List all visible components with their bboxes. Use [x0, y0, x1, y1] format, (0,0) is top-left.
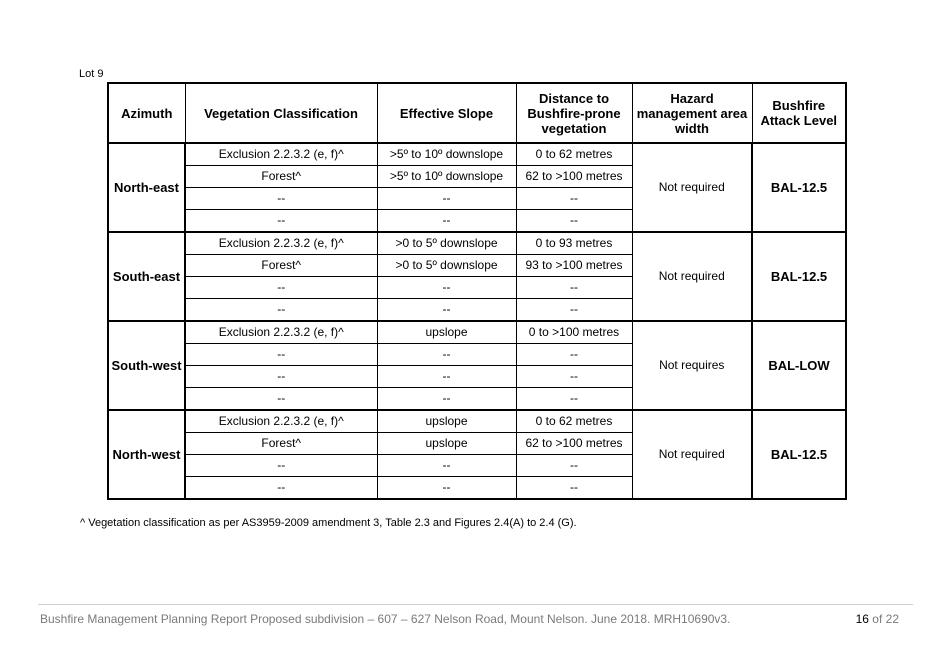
slope-cell: -- [377, 366, 516, 388]
distance-cell: -- [516, 388, 632, 411]
vegetation-cell: -- [185, 477, 377, 500]
distance-cell: 0 to 62 metres [516, 143, 632, 166]
bal-level-cell: BAL-12.5 [752, 232, 846, 321]
vegetation-cell: -- [185, 210, 377, 233]
azimuth-cell: North-west [108, 410, 185, 499]
lot-label: Lot 9 [79, 68, 104, 80]
distance-cell: -- [516, 477, 632, 500]
page-total: of 22 [872, 612, 899, 626]
azimuth-group [108, 321, 846, 410]
bal-assessment-table [107, 82, 847, 500]
hazard-width-cell: Not requires [632, 321, 752, 410]
distance-cell: -- [516, 277, 632, 299]
vegetation-cell: -- [185, 277, 377, 299]
azimuth-group [108, 410, 846, 499]
slope-cell: upslope [377, 433, 516, 455]
header-bal: Bushfire Attack Level [752, 83, 846, 143]
slope-cell: -- [377, 210, 516, 233]
table-row [108, 410, 846, 433]
vegetation-cell: -- [185, 455, 377, 477]
azimuth-group [108, 232, 846, 321]
header-distance: Distance to Bushfire-prone vegetation [516, 83, 632, 143]
slope-cell: upslope [377, 410, 516, 433]
slope-cell: >0 to 5º downslope [377, 232, 516, 255]
bal-level-cell: BAL-12.5 [752, 410, 846, 499]
slope-cell: -- [377, 455, 516, 477]
distance-cell: -- [516, 344, 632, 366]
azimuth-cell: South-west [108, 321, 185, 410]
slope-cell: -- [377, 477, 516, 500]
azimuth-cell: North-east [108, 143, 185, 232]
footer-divider [38, 604, 913, 605]
slope-cell: -- [377, 277, 516, 299]
hazard-width-cell: Not required [632, 232, 752, 321]
bal-level-cell: BAL-LOW [752, 321, 846, 410]
footer-page-indicator [856, 612, 899, 626]
table-row [108, 232, 846, 255]
slope-cell: -- [377, 388, 516, 411]
vegetation-cell: -- [185, 388, 377, 411]
slope-cell: -- [377, 299, 516, 322]
footer-report-title: Bushfire Management Planning Report Proposed subdivision – 607 – 627 Nelson Road, Mount Nelson. June 2018. MRH10690v3. [40, 612, 731, 626]
distance-cell: 0 to 62 metres [516, 410, 632, 433]
distance-cell: 62 to >100 metres [516, 166, 632, 188]
distance-cell: 0 to 93 metres [516, 232, 632, 255]
slope-cell: -- [377, 344, 516, 366]
distance-cell: -- [516, 299, 632, 322]
vegetation-cell: Forest^ [185, 166, 377, 188]
page-number: 16 [855, 612, 869, 626]
slope-cell: >5º to 10º downslope [377, 166, 516, 188]
slope-cell: >5º to 10º downslope [377, 143, 516, 166]
hazard-width-cell: Not required [632, 143, 752, 232]
hazard-width-cell: Not required [632, 410, 752, 499]
azimuth-group [108, 143, 846, 232]
vegetation-cell: -- [185, 188, 377, 210]
table-header-row [108, 83, 846, 143]
vegetation-cell: Forest^ [185, 433, 377, 455]
header-slope: Effective Slope [377, 83, 516, 143]
vegetation-cell: Exclusion 2.2.3.2 (e, f)^ [185, 232, 377, 255]
slope-cell: >0 to 5º downslope [377, 255, 516, 277]
header-vegetation: Vegetation Classification [185, 83, 377, 143]
vegetation-cell: -- [185, 299, 377, 322]
vegetation-cell: Forest^ [185, 255, 377, 277]
distance-cell: 0 to >100 metres [516, 321, 632, 344]
bal-level-cell: BAL-12.5 [752, 143, 846, 232]
distance-cell: -- [516, 366, 632, 388]
slope-cell: -- [377, 188, 516, 210]
slope-cell: upslope [377, 321, 516, 344]
vegetation-cell: -- [185, 366, 377, 388]
distance-cell: 62 to >100 metres [516, 433, 632, 455]
footnote: ^ Vegetation classification as per AS3959-2009 amendment 3, Table 2.3 and Figures 2.4(A) to 2.4 (G). [80, 517, 577, 529]
azimuth-cell: South-east [108, 232, 185, 321]
distance-cell: -- [516, 188, 632, 210]
distance-cell: -- [516, 455, 632, 477]
table-row [108, 321, 846, 344]
table-row [108, 143, 846, 166]
vegetation-cell: Exclusion 2.2.3.2 (e, f)^ [185, 321, 377, 344]
vegetation-cell: Exclusion 2.2.3.2 (e, f)^ [185, 143, 377, 166]
distance-cell: 93 to >100 metres [516, 255, 632, 277]
vegetation-cell: -- [185, 344, 377, 366]
vegetation-cell: Exclusion 2.2.3.2 (e, f)^ [185, 410, 377, 433]
header-hazard: Hazard management area width [632, 83, 752, 143]
distance-cell: -- [516, 210, 632, 233]
header-azimuth: Azimuth [108, 83, 185, 143]
